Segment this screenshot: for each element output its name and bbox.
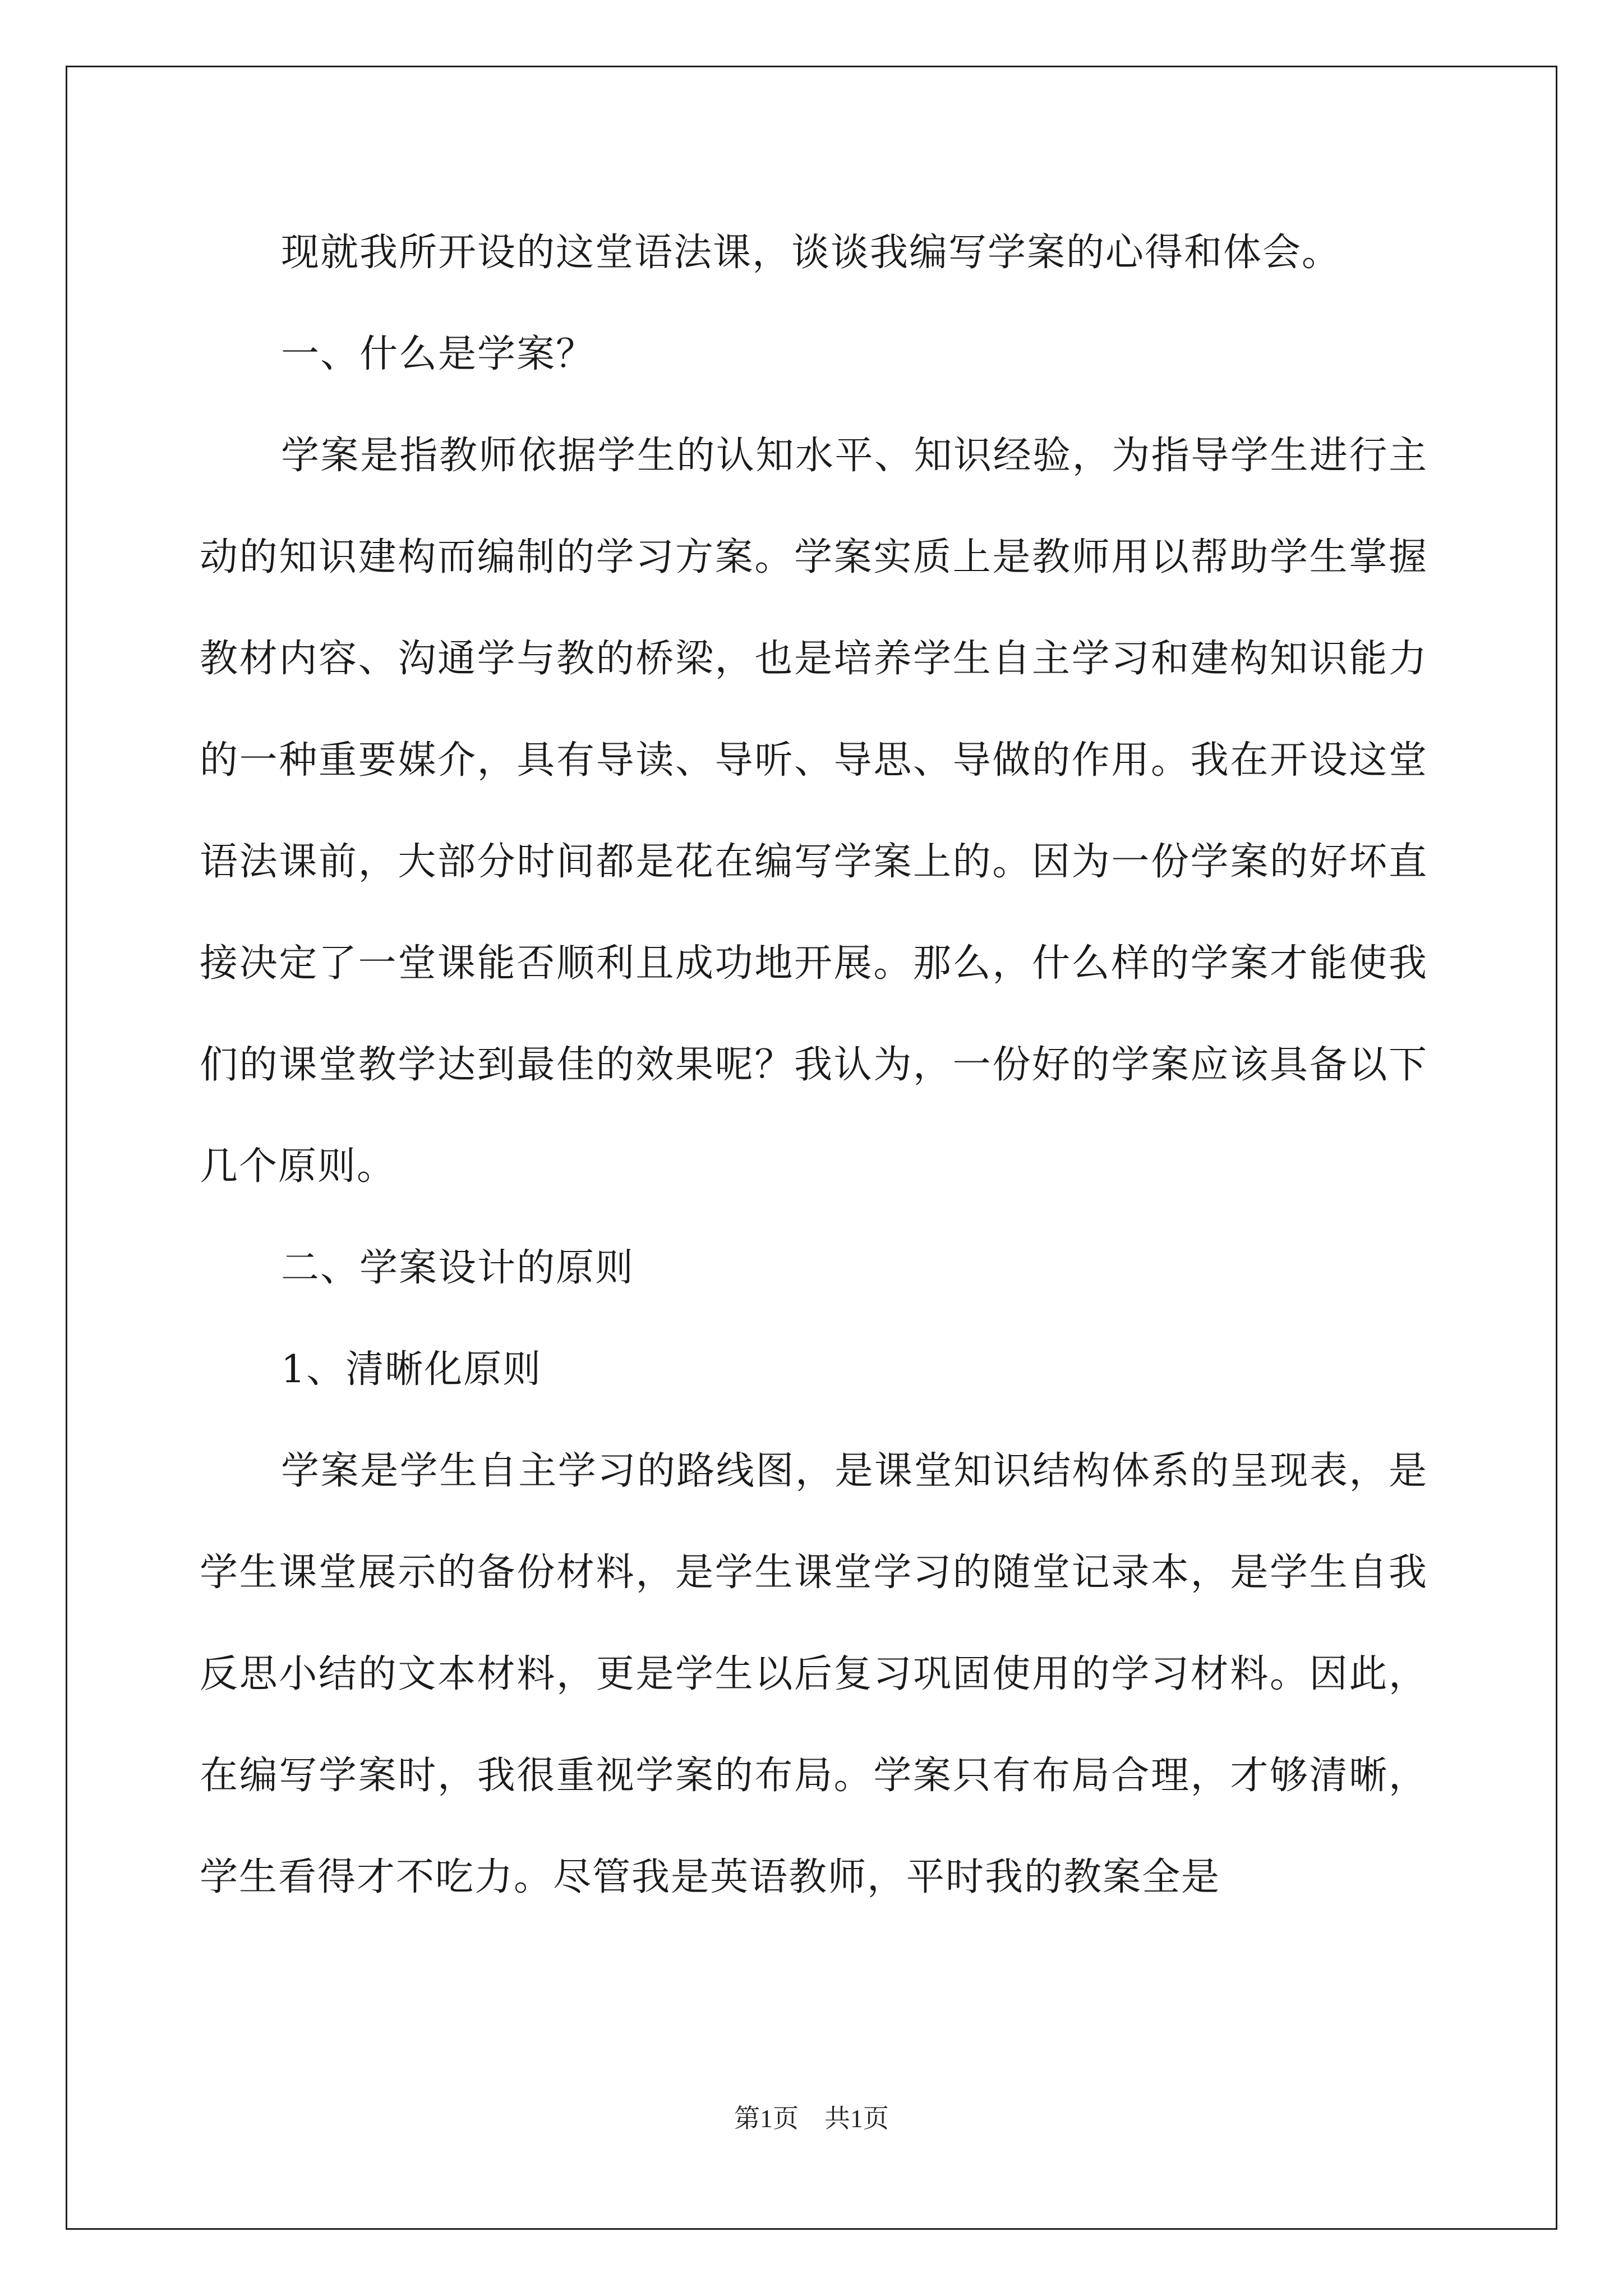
document-body: [200, 202, 1428, 1928]
paragraph-definition: 学案是指教师依据学生的认知水平、知识经验，为指导学生进行主动的知识建构而编制的学习方案。学案实质上是教师用以帮助学生掌握教材内容、沟通学与教的桥梁，也是培养学生自主学习和建构知识能力的一种重要媒介，具有导读、导听、导思、导做的作用。我在开设这堂语法课前，大部分时间都是花在编写学案上的。因为一份学案的好坏直接决定了一堂课能否顺利且成功地开展。那么，什么样的学案才能使我们的课堂教学达到最佳的效果呢？我认为，一份好的学案应该具备以下几个原则。: [200, 434, 1428, 1189]
page-number: 第1页: [734, 2104, 799, 2133]
page-footer: [0, 2098, 1623, 2135]
heading-clarity-principle: 1、清晰化原则: [281, 1347, 542, 1392]
paragraph-clarity: 学案是学生自主学习的路线图，是课堂知识结构体系的呈现表，是学生课堂展示的备份材料，是学生课堂学习的随堂记录本，是学生自我反思小结的文本材料，更是学生以后复习巩固使用的学习材料。因此，在编写学案时，我很重视学案的布局。学案只有布局合理，才够清晰，学生看得才不吃力。尽管我是英语教师，平时我的教案全是: [200, 1449, 1428, 1899]
paragraph-intro: 现就我所开设的这堂语法课，谈谈我编写学案的心得和体会。: [281, 231, 1341, 275]
heading-design-principles: 二、学案设计的原则: [281, 1246, 635, 1290]
heading-what-is-xuean: 一、什么是学案？: [281, 332, 596, 376]
page-total: 共1页: [824, 2104, 889, 2133]
